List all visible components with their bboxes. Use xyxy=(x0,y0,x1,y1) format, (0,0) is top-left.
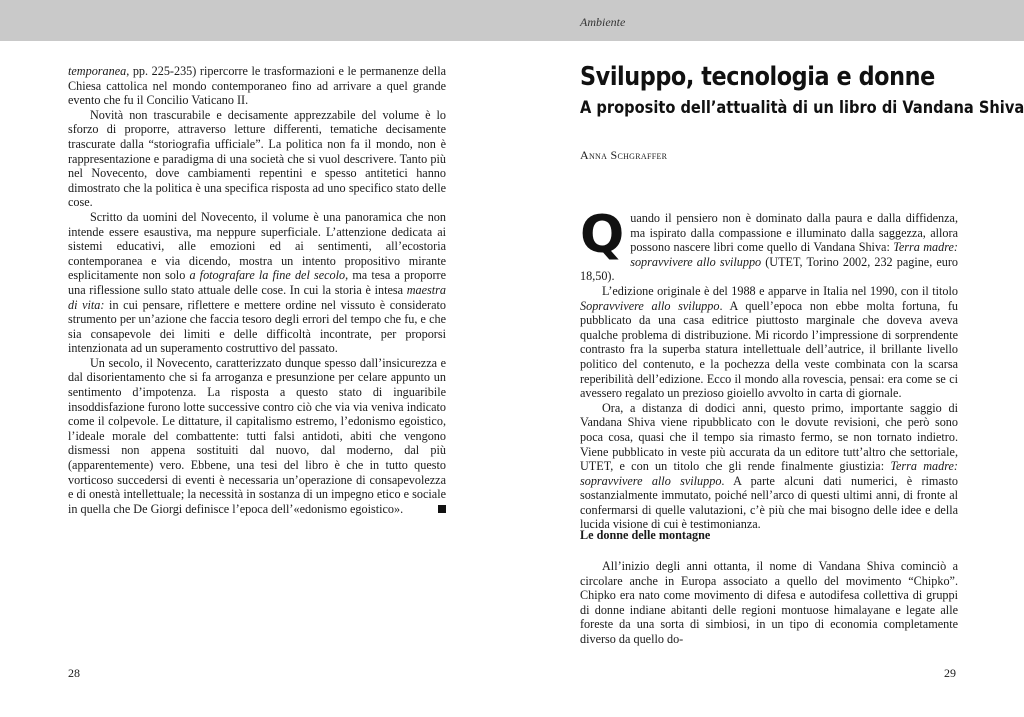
right-page-body xyxy=(580,205,959,532)
paragraph: L’edizione originale è del 1988 e apparve in Italia nel 1990, con il titolo Sopravvivere allo sviluppo. A quell’epoca non ebbe molta fortuna, fu pubblicato da una casa editrice piuttosto marginale che doveva aveva qualche problema di distribuzione. Mi ricordo l’impressione di sorprendente contrasto fra la superba statura intellettuale dell’autrice, il brillante livello politico del contenuto, e la pochezza della veste combinata con la scarsa reperibilità dell’edizione. Ecco il mondo alla rovescia, pensai: era come se ci avessero regalato un prezioso gioiello avvolto in carta di giornale. xyxy=(580,283,959,401)
section-subheading: Le donne delle montagne xyxy=(580,528,711,542)
running-header-band xyxy=(0,0,1024,41)
drop-cap: Q xyxy=(580,205,625,265)
paragraph: Un secolo, il Novecento, caratterizzato dunque spesso dall’insicurezza e dal disorientamento che si fa arroganza e presunzione per celare appunto un sentimento d’impotenza. La risposta a questo stato di inguaribile insoddisfazione furono lotte successive contro ciò che via via veniva indicato come il colpevole. Le dittature, il capitalismo estremo, l’edonismo egoistico, l’ideale morale del combattente: tutti falsi antidoti, abiti che vengono dismessi non appena sostituiti dal nuovo, dal moderno, dal più (apparentemente) vero. Ebbene, una tesi del libro è che in tutto questo vorticoso succedersi di eventi è necessaria un’operazione di consapevolezza e di onestà intellettuale; la necessità in sostanza di un impegno etico e sociale in quella che De Giorgi definisce l’epoca dell’«edonismo egoistico». xyxy=(68,355,446,516)
end-of-article-square-icon xyxy=(438,505,446,513)
right-page-body-section xyxy=(580,559,958,647)
article-author: Anna Schgraffer xyxy=(580,148,668,162)
paragraph: temporanea, pp. 225-235) ripercorre le trasformazioni e le permanenze della Chiesa cattolica nel mondo contemporaneo fino ad arrivare a quel grande evento che fu il Concilio Vaticano II. xyxy=(68,64,446,108)
paragraph: All’inizio degli anni ottanta, il nome di Vandana Shiva cominciò a circolare anche in Europa associato a quello del movimento “Chipko”. Chipko era nato come movimento di difesa e autodifesa collettiva di gruppi di donne indiane abitanti delle regioni montuose himalayane e legate alle foreste da una sorta di simbiosi, in un tipo di economia completamente diverso da quello do- xyxy=(580,559,958,646)
paragraph: Scritto da uomini del Novecento, il volume è una panoramica che non intende essere esaustiva, ma neppure superficiale. L’attenzione dedicata ai sistemi educativi, alle emozioni ed ai sentimenti, all’ecostoria contemporanea e via dicendo, mostra un intento propositivo mirante esplicitamente non solo a fotografare la fine del secolo, ma tesa a proporre una riflessione sullo stato attuale delle cose. In cui la storia è intesa maestra di vita: in cui pensare, riflettere e mettere ordine nel vissuto è considerato strumento per un’azione che faccia tesoro degli errori del tempo che fu, e che sia consapevole dei limiti e delle difficoltà incontrate, per proporsi intenzionata ad un superamento costruttivo del passato. xyxy=(68,209,446,356)
page-number-right: 29 xyxy=(944,666,956,680)
paragraph: Ora, a distanza di dodici anni, questo primo, importante saggio di Vandana Shiva viene ripubblicato con le dovute revisioni, che però sono poca cosa, quasi che il tempo sia rimasto fermo, se non tornato indietro. Viene pubblicato in veste più accurata da un editore tutt’altro che settoriale, UTET, e con un titolo che gli rende finalmente giustizia: Terra madre: sopravvivere allo sviluppo. A parte alcuni dati numerici, è rimasto sostanzialmente immutato, poiché nell’arco di questi ultimi anni, di fronte al confermarsi di quelle valutazioni, c’è più che mai bisogno delle idee e della lucida visione di cui è testimonianza. xyxy=(580,400,958,532)
page-number-left: 28 xyxy=(68,666,80,680)
left-page-body xyxy=(68,64,446,516)
running-header-section: Ambiente xyxy=(580,15,626,29)
article-title: Sviluppo, tecnologia e donne xyxy=(580,62,935,92)
article-subtitle: A proposito dell’attualità di un libro di Vandana Shiva xyxy=(580,98,1024,118)
paragraph: Novità non trascurabile e decisamente apprezzabile del volume è lo sforzo di proporre, attraverso letture differenti, tematiche decisamente trascurate dalla “storiografia ufficiale”. La politica non fa il mondo, non è rappresentazione e paradigma di una società che si vuol descrivere. Tanto più nel Novecento, dove cambiamenti repentini e spesso antitetici hanno dimostrato che la politica è una specifica risposta ad uno specifico stato delle cose. xyxy=(68,107,446,210)
intro-paragraph: Quando il pensiero non è dominato dalla paura e dalla diffidenza, ma ispirato dalla compassione e illuminato dalla saggezza, allora possono nascere libri come quello di Vandana Shiva: Terra madre: sopravvivere allo sviluppo (UTET, Torino 2002, 232 pagine, euro 18,50). xyxy=(580,205,959,284)
